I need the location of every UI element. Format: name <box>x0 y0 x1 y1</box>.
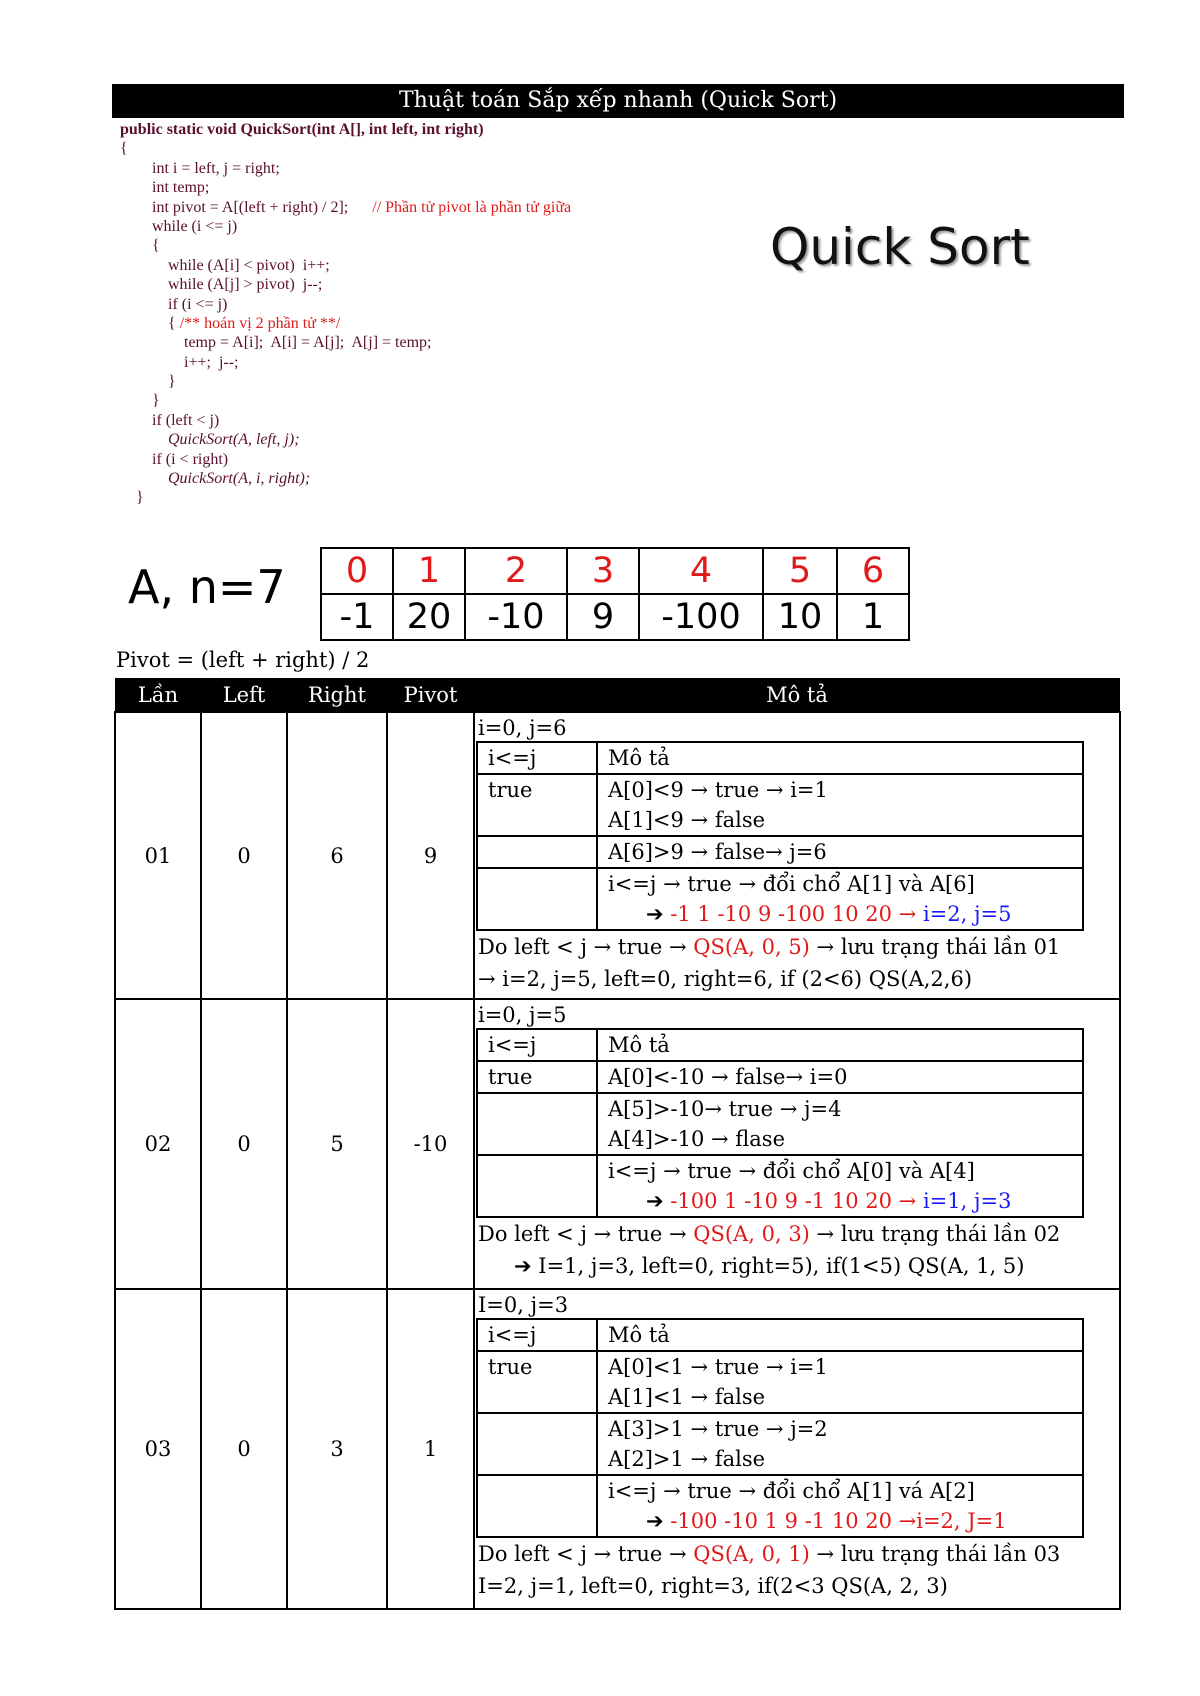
inner-step <box>597 868 1083 930</box>
step-line: i<=j → true → đổi chổ A[0] và A[4] <box>608 1159 975 1183</box>
array-value: 1 <box>837 594 909 640</box>
array-value: 20 <box>393 594 465 640</box>
inner-table <box>476 1028 1084 1218</box>
desc-text: → lưu trạng thái lần 02 <box>809 1222 1061 1246</box>
code-line: { <box>120 237 160 255</box>
cell-left: 0 <box>201 1289 287 1609</box>
step-line: A[0]<-10 → false→ i=0 <box>608 1065 848 1089</box>
header-left: Left <box>201 678 287 712</box>
code-line: QuickSort(A, i, right); <box>120 470 311 488</box>
code-line: while (i <= j) <box>120 217 238 235</box>
code-line: } <box>120 489 144 507</box>
inner-table <box>476 741 1084 931</box>
step-line: A[6]>9 → false→ j=6 <box>608 840 827 864</box>
cell-description <box>474 712 1120 999</box>
qs-call: QS(A, 0, 5) <box>693 935 810 959</box>
cell-left: 0 <box>201 712 287 999</box>
cell-description <box>474 1289 1120 1609</box>
code-line: temp = A[i]; A[i] = A[j]; A[j] = temp; <box>120 334 432 352</box>
array-value: -1 <box>321 594 393 640</box>
array-value: -100 <box>639 594 763 640</box>
table-header-row <box>115 678 1120 712</box>
array-index: 3 <box>567 548 639 594</box>
header-mota: Mô tả <box>474 678 1120 712</box>
cell-right: 6 <box>287 712 387 999</box>
trace-table <box>114 678 1121 1610</box>
cell-left: 0 <box>201 999 287 1289</box>
array-value: 10 <box>763 594 837 640</box>
inner-step <box>597 1475 1083 1537</box>
cell-description <box>474 999 1120 1289</box>
code-text: public static void QuickSort(int A[], int left, int right) <box>120 121 484 138</box>
table-row <box>115 999 1120 1289</box>
table-row <box>115 712 1120 999</box>
cell-pivot: -10 <box>387 999 474 1289</box>
array-index: 0 <box>321 548 393 594</box>
array-index: 4 <box>639 548 763 594</box>
code-line <box>120 120 571 139</box>
inner-step <box>597 774 1083 836</box>
array-index: 6 <box>837 548 909 594</box>
code-block <box>120 120 571 508</box>
inner-cond: true <box>477 1351 597 1413</box>
array-label: A, n=7 <box>128 560 286 614</box>
code-line: { <box>120 140 128 158</box>
step-line: A[0]<9 → true → i=1 <box>608 778 828 802</box>
array-index: 2 <box>465 548 567 594</box>
cell-lan: 01 <box>115 712 201 999</box>
init-text: i=0, j=5 <box>478 1003 567 1027</box>
code-line: i++; j--; <box>120 353 239 371</box>
inner-header: Mô tả <box>597 1029 1083 1061</box>
desc-text: Do left < j → true → <box>478 1542 694 1566</box>
code-line: } <box>120 392 160 410</box>
code-comment: /** hoán vị 2 phần tử **/ <box>179 314 341 332</box>
code-line: while (A[i] < pivot) i++; <box>120 256 330 274</box>
array-value: -10 <box>465 594 567 640</box>
code-line: if (i <= j) <box>120 295 228 313</box>
qs-call: QS(A, 0, 3) <box>693 1222 810 1246</box>
step-line: A[0]<1 → true → i=1 <box>608 1355 828 1379</box>
inner-header: i<=j <box>477 1029 597 1061</box>
table-row <box>115 1289 1120 1609</box>
header-pivot: Pivot <box>387 678 474 712</box>
cell-pivot: 9 <box>387 712 474 999</box>
desc-line <box>478 1538 1116 1570</box>
inner-cond <box>477 1093 597 1155</box>
inner-step <box>597 1061 1083 1093</box>
inner-table <box>476 1318 1084 1538</box>
desc-line <box>478 1218 1116 1250</box>
inner-cond <box>477 1155 597 1217</box>
code-text: int pivot = A[(left + right) / 2]; <box>120 198 349 216</box>
desc-line: → i=2, j=5, left=0, right=6, if (2<6) QS(A,2,6) <box>478 967 973 991</box>
step-line: A[5]>-10→ true → j=4 <box>608 1097 842 1121</box>
inner-cond <box>477 836 597 868</box>
inner-header: Mô tả <box>597 1319 1083 1351</box>
code-text: { <box>120 314 176 332</box>
desc-line: I=2, j=1, left=0, right=3, if(2<3 QS(A, 2, 3) <box>478 1574 948 1598</box>
init-text: i=0, j=6 <box>478 716 567 740</box>
code-line: int temp; <box>120 179 210 197</box>
qs-call: QS(A, 0, 1) <box>693 1542 810 1566</box>
inner-cond <box>477 1475 597 1537</box>
desc-text: Do left < j → true → <box>478 1222 694 1246</box>
code-line <box>120 198 571 217</box>
step-line: i<=j → true → đổi chổ A[1] vá A[2] <box>608 1479 975 1503</box>
arrow-icon: ➔ <box>646 1509 664 1533</box>
step-line: A[1]<1 → false <box>608 1385 766 1409</box>
inner-step <box>597 1351 1083 1413</box>
code-comment: // Phần tử pivot là phần tử giữa <box>372 198 572 216</box>
array-index: 1 <box>393 548 465 594</box>
inner-step <box>597 1155 1083 1217</box>
inner-cond: true <box>477 1061 597 1093</box>
desc-text: → lưu trạng thái lần 01 <box>809 935 1061 959</box>
array-index: 5 <box>763 548 837 594</box>
desc-line <box>478 931 1116 963</box>
inner-header: i<=j <box>477 742 597 774</box>
header-right: Right <box>287 678 387 712</box>
cell-right: 3 <box>287 1289 387 1609</box>
inner-header: Mô tả <box>597 742 1083 774</box>
code-line: if (i < right) <box>120 450 229 468</box>
array-state: -100 -10 1 9 -1 10 20 →i=2, J=1 <box>670 1509 1007 1533</box>
inner-cond <box>477 1413 597 1475</box>
code-line: if (left < j) <box>120 411 220 429</box>
init-text: I=0, j=3 <box>478 1293 569 1317</box>
code-line: QuickSort(A, left, j); <box>120 431 300 449</box>
array-value: 9 <box>567 594 639 640</box>
arrow-icon: ➔ <box>646 1189 664 1213</box>
code-line <box>120 314 571 333</box>
cell-lan: 03 <box>115 1289 201 1609</box>
desc-text: → lưu trạng thái lần 03 <box>809 1542 1061 1566</box>
inner-header: i<=j <box>477 1319 597 1351</box>
quick-sort-heading: Quick Sort <box>770 218 1030 276</box>
page-title: Thuật toán Sắp xếp nhanh (Quick Sort) <box>112 84 1124 118</box>
inner-step <box>597 1413 1083 1475</box>
step-line: i<=j → true → đổi chổ A[1] và A[6] <box>608 872 975 896</box>
step-line: A[3]>1 → true → j=2 <box>608 1417 828 1441</box>
header-lan: Lần <box>115 678 201 712</box>
cell-pivot: 1 <box>387 1289 474 1609</box>
pivot-formula: Pivot = (left + right) / 2 <box>116 648 370 672</box>
array-state: -1 1 -10 9 -100 10 20 → <box>670 902 917 926</box>
code-line: while (A[j] > pivot) j--; <box>120 276 323 294</box>
desc-line: ➔ I=1, j=3, left=0, right=5), if(1<5) QS(A, 1, 5) <box>514 1254 1025 1278</box>
inner-cond: true <box>477 774 597 836</box>
code-line: } <box>120 373 176 391</box>
ij-state: i=2, j=5 <box>922 902 1012 926</box>
cell-lan: 02 <box>115 999 201 1289</box>
cell-right: 5 <box>287 999 387 1289</box>
step-line: A[4]>-10 → flase <box>608 1127 786 1151</box>
inner-step <box>597 1093 1083 1155</box>
step-line: A[2]>1 → false <box>608 1447 766 1471</box>
code-line: int i = left, j = right; <box>120 159 280 177</box>
array-state: -100 1 -10 9 -1 10 20 → <box>670 1189 917 1213</box>
inner-cond <box>477 868 597 930</box>
ij-state: i=1, j=3 <box>922 1189 1012 1213</box>
arrow-icon: ➔ <box>646 902 664 926</box>
desc-text: Do left < j → true → <box>478 935 694 959</box>
array-table <box>320 547 910 641</box>
step-line: A[1]<9 → false <box>608 808 766 832</box>
inner-step <box>597 836 1083 868</box>
